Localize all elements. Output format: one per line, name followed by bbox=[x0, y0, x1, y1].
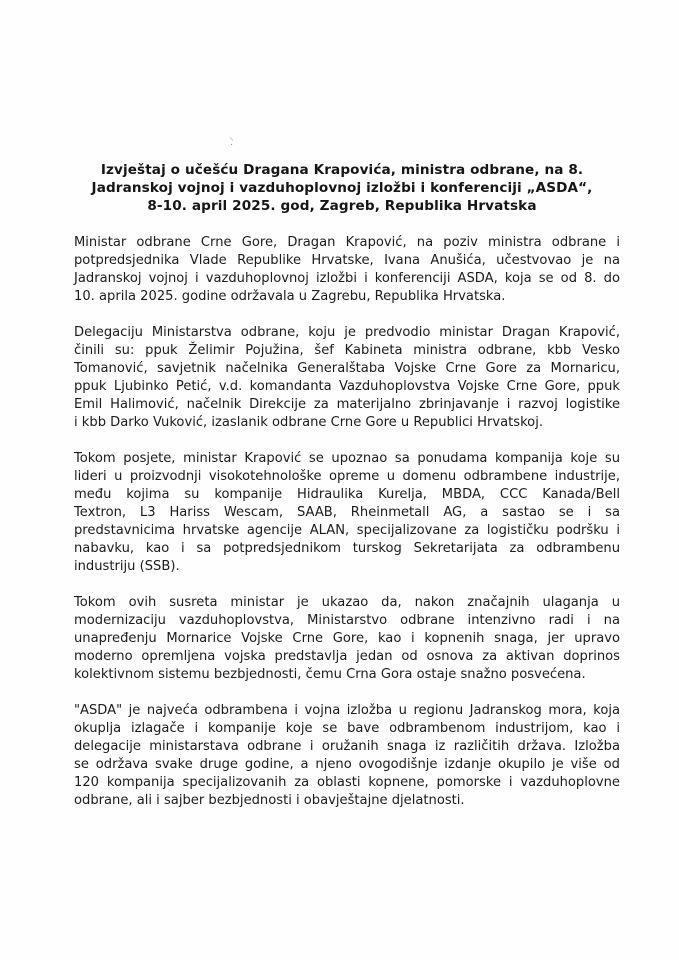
paragraph-delegation bbox=[74, 324, 620, 432]
text-line: Tokom ovih susreta ministar je ukazao da, nakon značajnih ulaganja u bbox=[74, 595, 620, 610]
text-line: "ASDA" je najveća odbrambena i vojna izložba u regionu Jadranskog mora, koja bbox=[74, 703, 620, 718]
text-line: 120 kompanija specijalizovanih za oblasti kopnene, pomorske i vazduhoplovne bbox=[74, 775, 620, 790]
title-line: 8-10. april 2025. god, Zagreb, Republika Hrvatska bbox=[147, 198, 537, 214]
text-line: Ministar odbrane Crne Gore, Dragan Krapović, na poziv ministra odbrane i bbox=[74, 235, 620, 250]
paragraph-companies bbox=[74, 450, 620, 576]
text-line: predstavnicima hrvatske agencije ALAN, specijalizovane za logističku podršku i bbox=[74, 523, 620, 538]
report-body bbox=[74, 234, 620, 828]
text-line: 10. aprila 2025. godine održavala u Zagrebu, Republika Hrvatska. bbox=[74, 289, 506, 304]
scan-artifact: · bbox=[230, 140, 234, 151]
text-line: Tokom posjete, ministar Krapović se upoznao sa ponudama kompanija koje su bbox=[74, 451, 620, 466]
text-line: modernizaciju vazduhoplovstva, Ministarstvo odbrane intenzivno radi i na bbox=[74, 613, 620, 628]
text-line: i kbb Darko Vuković, izaslanik odbrane Crne Gore u Republici Hrvatskoj. bbox=[74, 415, 543, 430]
text-line: unapređenju Mornarice Vojske Crne Gore, kao i kopnenih snaga, jer upravo bbox=[74, 631, 620, 646]
text-line: delegacije ministarstava odbrane i oružanih snaga iz različitih država. Izložba bbox=[74, 739, 620, 754]
title-line: Izvještaj o učešću Dragana Krapovića, ministra odbrane, na 8. bbox=[100, 162, 584, 178]
report-title bbox=[80, 161, 604, 215]
paragraph-asda-info bbox=[74, 702, 620, 810]
text-line: moderno opremljena vojska predstavlja jedan od osnova za aktivan doprinos bbox=[74, 649, 620, 664]
text-line: ppuk Ljubinko Petić, v.d. komandanta Vazduhoplovstva Vojske Crne Gore, ppuk bbox=[74, 379, 620, 394]
text-line: industriju (SSB). bbox=[74, 559, 180, 574]
text-line: Textron, L3 Hariss Wescam, SAAB, Rheinmetall AG, a sastao se i sa bbox=[74, 505, 620, 520]
text-line: lideri u proizvodnji visokotehnološke opreme u domenu odbrambene industrije, bbox=[74, 469, 620, 484]
text-line: činili su: ppuk Želimir Pojužina, šef Kabineta ministra odbrane, kbb Vesko bbox=[74, 343, 620, 358]
text-line: odbrane, ali i sajber bezbjednosti i obavještajne djelatnosti. bbox=[74, 793, 465, 808]
text-line: kolektivnom sistemu bezbjednosti, čemu Crna Gora ostaje snažno posvećena. bbox=[74, 667, 586, 682]
paragraph-modernization bbox=[74, 594, 620, 684]
text-line: među kojima su kompanije Hidraulika Kurelja, MBDA, CCC Kanada/Bell bbox=[74, 487, 620, 502]
scan-artifact: ⸜ bbox=[229, 132, 234, 143]
text-line: nabavku, kao i sa potpredsjednikom turskog Sekretarijata za odbrambenu bbox=[74, 541, 620, 556]
text-line: Delegaciju Ministarstva odbrane, koju je predvodio ministar Dragan Krapović, bbox=[74, 325, 620, 340]
text-line: Emil Halimović, načelnik Direkcije za materijalno zbrinjavanje i razvoj logistike bbox=[74, 397, 620, 412]
text-line: Jadranskoj vojnoj i vazduhoplovnoj izložbi i konferenciji ASDA, koja se od 8. do bbox=[74, 271, 620, 286]
paragraph-participation bbox=[74, 234, 620, 306]
text-line: Tomanović, savjetnik načelnika Generalštaba Vojske Crne Gore za Mornaricu, bbox=[74, 361, 620, 376]
text-line: se održava svake druge godine, a njeno ovogodišnje izdanje okupilo je više od bbox=[74, 757, 620, 772]
title-line: Jadranskoj vojnoj i vazduhoplovnoj izložbi i konferenciji „ASDA“, bbox=[91, 180, 593, 196]
text-line: potpredsjednika Vlade Republike Hrvatske, Ivana Anušića, učestvovao je na bbox=[74, 253, 620, 268]
text-line: okuplja izlagače i kompanije koje se bave odbrambenom industrijom, kao i bbox=[74, 721, 620, 736]
